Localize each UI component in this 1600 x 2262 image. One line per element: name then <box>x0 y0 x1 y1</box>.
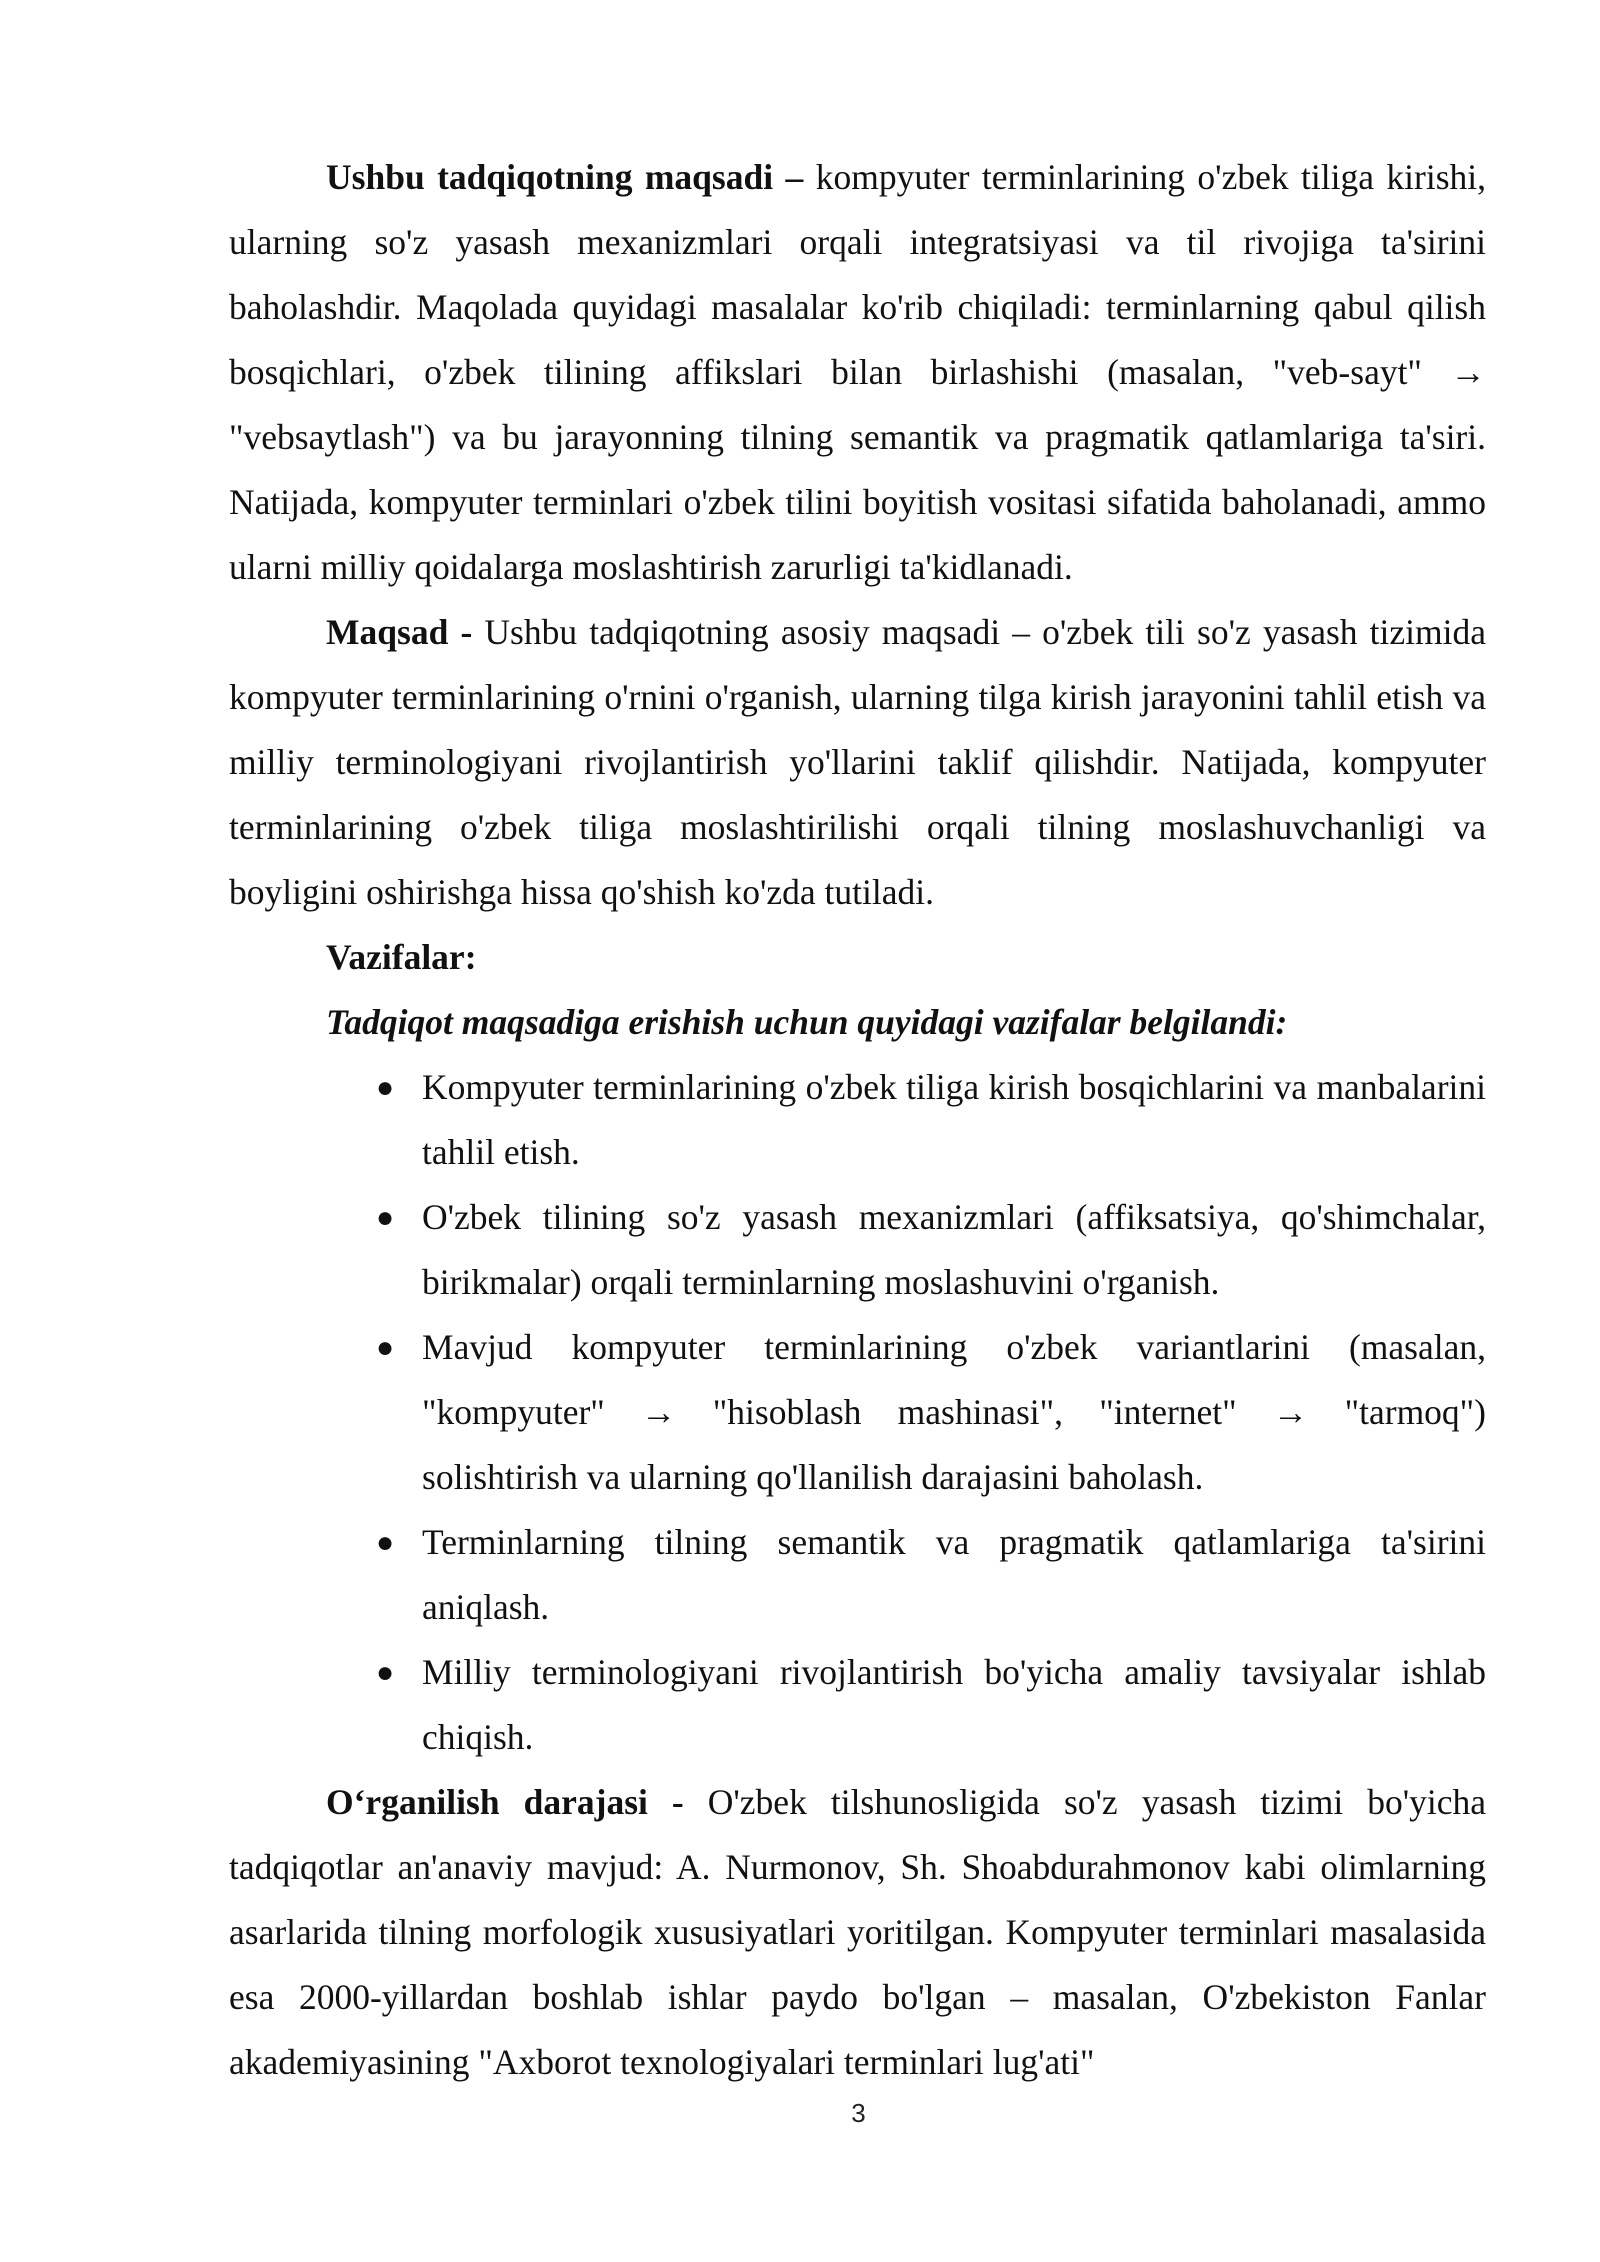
paragraph-body: Ushbu tadqiqotning asosiy maqsadi – o'zbek tili so'z yasash tizimida kompyuter terminlarining o'rnini o'rganish, ularning tilga kirish jarayonini tahlil etish va milliy terminologiyani rivojlantirish yo'llarini taklif qilishdir. Natijada, kompyuter terminlarining o'zbek tiliga moslashtirilishi orqali tilning moslashuvchanligi va boyligini oshirishga hissa qo'shish ko'zda tutiladi. <box>229 612 1486 912</box>
paragraph-research-level <box>229 1770 1486 2095</box>
list-item-text: Milliy terminologiyani rivojlantirish bo'yicha amaliy tavsiyalar ishlab chiqish. <box>422 1652 1486 1757</box>
bullet-icon: ● <box>376 1526 395 1559</box>
paragraph-lead: Maqsad - <box>326 612 473 652</box>
bullet-icon: ● <box>376 1656 395 1689</box>
list-item-text: Terminlarning tilning semantik va pragmatik qatlamlariga ta'sirini aniqlash. <box>422 1522 1486 1627</box>
paragraph-goal <box>229 600 1486 925</box>
list-item <box>376 1640 1486 1770</box>
list-item-text: Kompyuter terminlarining o'zbek tiliga kirish bosqichlarini va manbalarini tahlil etish. <box>422 1067 1486 1172</box>
paragraph-lead: Ushbu tadqiqotning maqsadi – <box>326 157 804 197</box>
tasks-heading: Vazifalar: <box>326 937 477 977</box>
list-item-text: Mavjud kompyuter terminlarining o'zbek variantlarini (masalan, "kompyuter" → "hisoblash mashinasi", "internet" → "tarmoq") solishtirish va ularning qo'llanilish darajasini baholash. <box>422 1327 1486 1497</box>
list-item <box>376 1055 1486 1185</box>
paragraph-body: O'zbek tilshunosligida so'z yasash tizimi bo'yicha tadqiqotlar an'anaviy mavjud: A. Nurmonov, Sh. Shoabdurahmonov kabi olimlarning asarlarida tilning morfologik xususiyatlari yoritilgan. Kompyuter terminlari masalasida esa 2000-yillardan boshlab ishlar paydo bo'lgan – masalan, O'zbekiston Fanlar akademiyasining "Axborot texnologiyalari terminlari lug'ati" <box>229 1782 1487 2082</box>
list-item <box>376 1315 1486 1510</box>
list-item <box>376 1510 1486 1640</box>
tasks-intro: Tadqiqot maqsadiga erishish uchun quyidagi vazifalar belgilandi: <box>326 1002 1288 1042</box>
bullet-icon: ● <box>376 1071 395 1104</box>
tasks-list <box>229 1055 1486 1770</box>
bullet-icon: ● <box>376 1201 395 1234</box>
page-number: 3 <box>851 2098 866 2128</box>
document-page <box>229 145 1486 2095</box>
paragraph-purpose <box>229 145 1486 600</box>
paragraph-lead: O‘rganilish darajasi - <box>326 1782 684 1822</box>
bullet-icon: ● <box>376 1331 395 1364</box>
list-item-text: O'zbek tilining so'z yasash mexanizmlari (affiksatsiya, qo'shimchalar, birikmalar) orqali terminlarning moslashuvini o'rganish. <box>422 1197 1486 1302</box>
paragraph-body: kompyuter terminlarining o'zbek tiliga kirishi, ularning so'z yasash mexanizmlari orqali integratsiyasi va til rivojiga ta'sirini baholashdir. Maqolada quyidagi masalalar ko'rib chiqiladi: terminlarning qabul qilish bosqichlari, o'zbek tilining affikslari bilan birlashishi (masalan, "veb-sayt" → "vebsaytlash") va bu jarayonning tilning semantik va pragmatik qatlamlariga ta'siri. Natijada, kompyuter terminlari o'zbek tilini boyitish vositasi sifatida baholanadi, ammo ularni milliy qoidalarga moslashtirish zarurligi ta'kidlanadi. <box>229 157 1486 587</box>
list-item <box>376 1185 1486 1315</box>
